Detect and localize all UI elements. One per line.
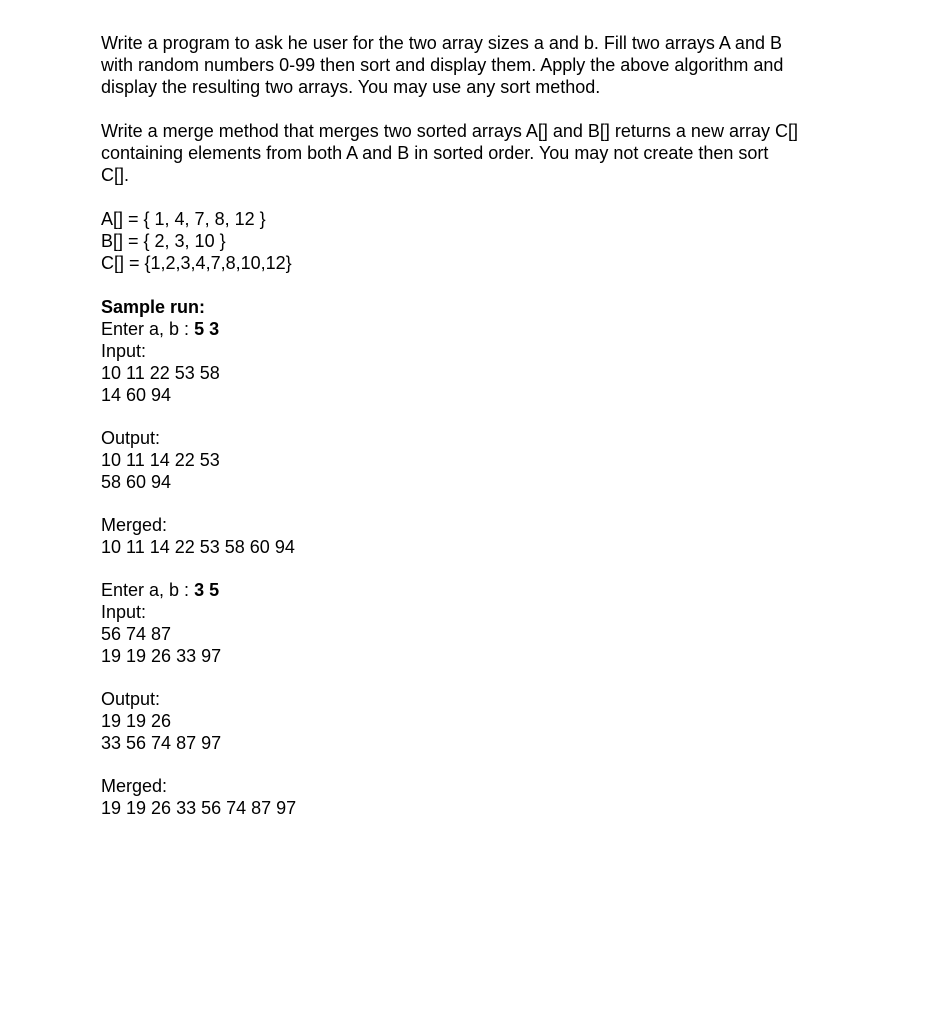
text-line: C[].	[101, 165, 130, 185]
sample-run-heading: Sample run:	[101, 297, 206, 317]
prompt-line	[101, 318, 841, 340]
prompt-value: 5 3	[194, 319, 220, 339]
output-line: 33 56 74 87 97	[101, 733, 222, 753]
text-line: containing elements from both A and B in sorted order. You may not create then sort	[101, 143, 769, 163]
intro-paragraph-2	[101, 120, 841, 186]
input-label: Input:	[101, 602, 147, 622]
text-line: display the resulting two arrays. You may use any sort method.	[101, 77, 601, 97]
text-line: Write a program to ask he user for the two array sizes a and b. Fill two arrays A and B	[101, 33, 782, 53]
merged-label: Merged:	[101, 776, 168, 796]
merged-line: 10 11 14 22 53 58 60 94	[101, 537, 295, 557]
sample-run-section	[101, 296, 841, 819]
prompt-line	[101, 579, 841, 601]
output-line: 10 11 14 22 53	[101, 450, 220, 470]
input-line: 10 11 22 53 58	[101, 363, 220, 383]
array-c-line: C[] = {1,2,3,4,7,8,10,12}	[101, 253, 292, 273]
input-line: 56 74 87	[101, 624, 172, 644]
sample-run-2	[101, 579, 841, 819]
text-line: Write a merge method that merges two sorted arrays A[] and B[] returns a new array C[]	[101, 121, 798, 141]
intro-paragraph-1	[101, 32, 841, 98]
merged-label: Merged:	[101, 515, 168, 535]
array-example	[101, 208, 841, 274]
input-line: 14 60 94	[101, 385, 172, 405]
prompt-value: 3 5	[194, 580, 220, 600]
text-line: with random numbers 0-99 then sort and display them. Apply the above algorithm and	[101, 55, 784, 75]
merged-line: 19 19 26 33 56 74 87 97	[101, 798, 297, 818]
array-b-line: B[] = { 2, 3, 10 }	[101, 231, 226, 251]
input-line: 19 19 26 33 97	[101, 646, 222, 666]
input-label: Input:	[101, 341, 147, 361]
array-a-line: A[] = { 1, 4, 7, 8, 12 }	[101, 209, 266, 229]
output-line: 58 60 94	[101, 472, 172, 492]
prompt-text: Enter a, b :	[101, 580, 195, 600]
output-line: 19 19 26	[101, 711, 172, 731]
sample-run-1	[101, 318, 841, 558]
output-label: Output:	[101, 689, 161, 709]
assignment-document	[101, 32, 841, 819]
output-label: Output:	[101, 428, 161, 448]
prompt-text: Enter a, b :	[101, 319, 195, 339]
